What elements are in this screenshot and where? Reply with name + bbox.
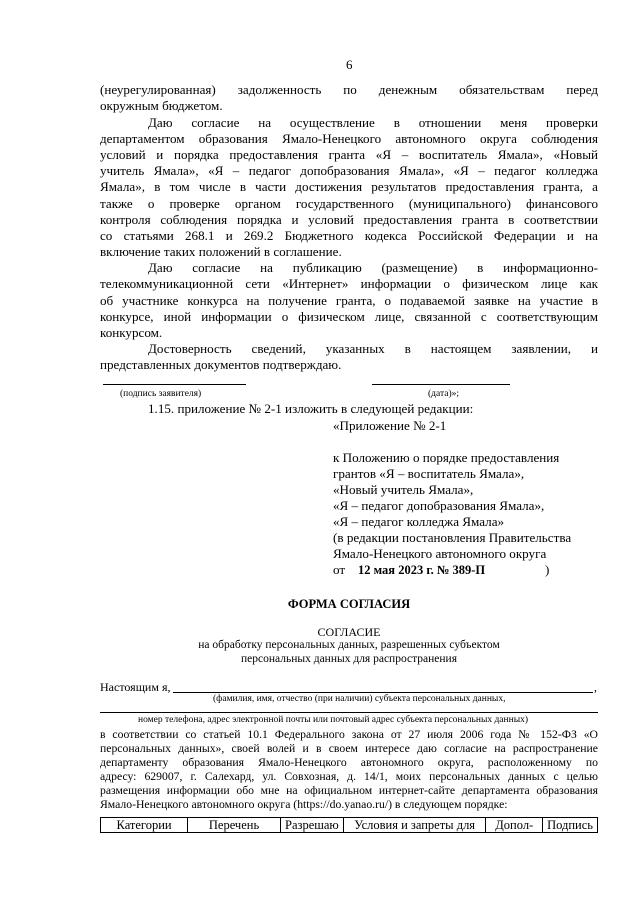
paragraph3-line-3: об участнике конкурса на получение гранта, о подаваемой заявке на участие в: [100, 293, 598, 308]
appendix-line-7: «Я – педагог колледжа Ямала»: [333, 514, 505, 529]
paragraph2-line-9: включение таких положений в соглашение.: [100, 244, 342, 259]
paragraph4-line-2: представленных документов подтверждаю.: [100, 357, 342, 372]
table-header-cell: Разрешаю: [280, 818, 343, 833]
paragraph5-line-1: в соответствии со статьей 10.1 Федерального закона от 27 июля 2006 года № 152-ФЗ «О: [100, 728, 598, 741]
consent-subtitle-line-2: персональных данных для распространения: [241, 653, 457, 665]
appendix-from: от: [333, 562, 346, 577]
paragraph3-line-2: телекоммуникационной сети «Интернет» информации о физическом лице как: [100, 276, 598, 291]
consent-subtitle-line-1: на обработку персональных данных, разрешенных субъектом: [198, 639, 500, 651]
paragraph4-line-1: Достоверность сведений, указанных в настоящем заявлении, и: [148, 341, 598, 356]
paragraph2-line-4: учитель Ямала», «Я – педагог допобразования Ямала», «Я – педагог колледжа: [100, 163, 598, 178]
appendix-close-paren: ): [545, 562, 550, 577]
table-header-cell: Допол-: [486, 818, 543, 833]
fio-caption: (фамилия, имя, отчество (при наличии) субъекта персональных данных,: [213, 694, 506, 704]
appendix-line-6: «Я – педагог допобразования Ямала»,: [333, 498, 545, 513]
appendix-line-9: Ямало-Ненецкого автономного округа: [333, 546, 547, 561]
signature-caption: (подпись заявителя): [120, 389, 202, 399]
paragraph5-line-6: Ямало-Ненецкого автономного округа (https://do.yanao.ru/) в следующем порядке:: [100, 798, 508, 811]
hereby-label: Настоящим я,: [100, 680, 171, 694]
contact-input-line[interactable]: [100, 712, 598, 713]
paragraph2-line-1: Даю согласие на осуществление в отношении меня проверки: [148, 115, 598, 130]
paragraph3-line-5: конкурсом.: [100, 325, 163, 340]
form-title: ФОРМА СОГЛАСИЯ: [287, 597, 411, 611]
appendix-line-3: к Положению о порядке предоставления: [333, 450, 560, 465]
consent-table: [100, 817, 598, 833]
table-header-cell: Категории: [101, 818, 188, 833]
fio-input-line[interactable]: [173, 692, 593, 693]
paragraph2-line-2: департаментом образования Ямало-Ненецкого автономного округа соблюдения: [100, 131, 598, 146]
paragraph5-line-2: персональных данных», своей волей и в своем интересе даю согласие на распространение: [100, 742, 598, 755]
appendix-line-5: «Новый учитель Ямала»,: [333, 482, 474, 497]
appendix-date: 12 мая 2023 г. № 389-П: [358, 563, 486, 577]
paragraph5-line-4: адресу: 629007, г. Салехард, ул. Совхозная, д. 14/1, моих персональных данных с целью: [100, 770, 598, 783]
signature-line: [103, 384, 246, 385]
appendix-line-8: (в редакции постановления Правительства: [333, 530, 572, 545]
paragraph2-line-7: контроля соблюдения порядка и условий предоставления гранта в соответствии: [100, 212, 598, 227]
paragraph2-line-3: условий и порядка предоставления гранта «Я – воспитатель Ямала», «Новый: [100, 147, 598, 162]
contact-caption: номер телефона, адрес электронной почты или почтовый адрес субъекта персональных данных): [138, 715, 528, 725]
paragraph5-line-5: размещения информации обо мне на официальном интернет-сайте департамента образования: [100, 784, 598, 797]
table-header-cell: Перечень: [188, 818, 281, 833]
paragraph1-line-1: (неурегулированная) задолженность по денежным обязательствам перед: [100, 82, 598, 97]
hereby-comma: ,: [594, 680, 597, 694]
page-number: 6: [346, 57, 353, 72]
amendment-text: 1.15. приложение № 2-1 изложить в следующей редакции:: [148, 401, 474, 416]
paragraph1-line-2: окружным бюджетом.: [100, 98, 223, 113]
consent-title: СОГЛАСИЕ: [317, 625, 381, 639]
date-caption: (дата)»;: [428, 389, 460, 399]
appendix-line-4: грантов «Я – воспитатель Ямала»,: [333, 466, 525, 481]
paragraph2-line-6: также о проверке органом государственного (муниципального) финансового: [100, 196, 598, 211]
table-header-cell: Условия и запреты для: [343, 818, 486, 833]
table-header-row: [101, 818, 598, 833]
paragraph2-line-8: со статьями 268.1 и 269.2 Бюджетного кодекса Российской Федерации и на: [100, 228, 598, 243]
table-header-cell: Подпись: [543, 818, 598, 833]
date-line: [372, 384, 510, 385]
appendix-line-1: «Приложение № 2-1: [333, 418, 447, 433]
paragraph2-line-5: Ямала», в том числе в части достижения результатов предоставления гранта, а: [100, 179, 598, 194]
paragraph3-line-4: конкурсе, иной информации о физическом лице, связанной с соответствующим: [100, 309, 598, 324]
paragraph5-line-3: департаменту образования Ямало-Ненецкого автономного округа, расположенному по: [100, 756, 598, 769]
paragraph3-line-1: Даю согласие на публикацию (размещение) в информационно-: [148, 260, 598, 275]
